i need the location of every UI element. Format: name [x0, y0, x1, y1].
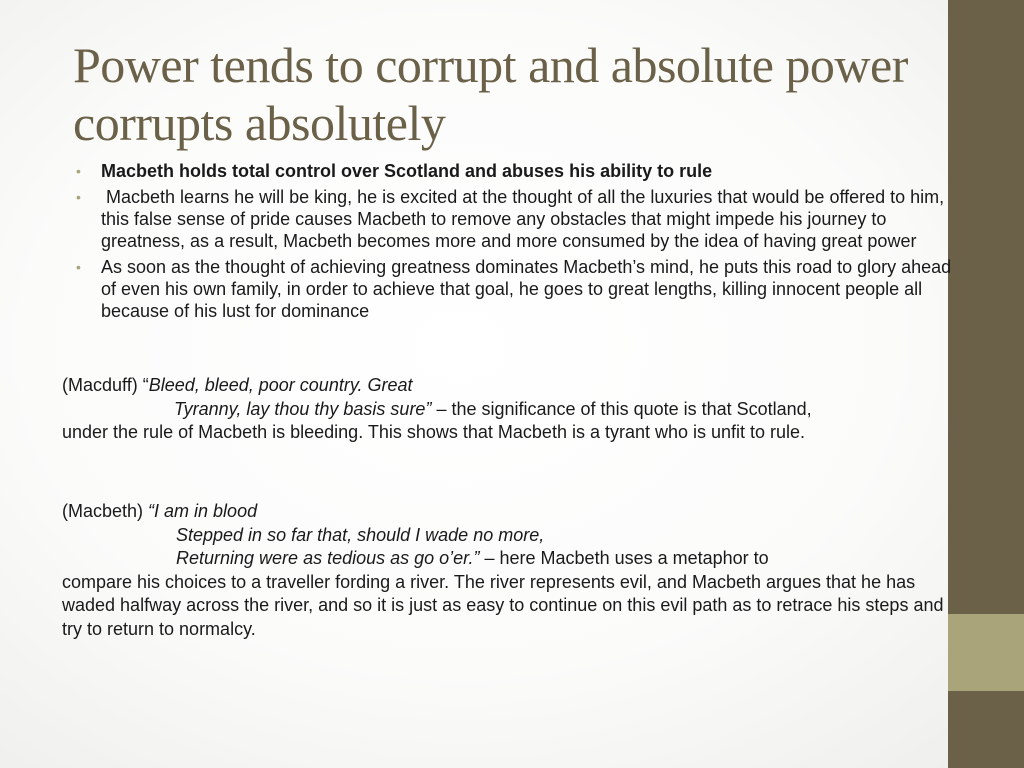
- quote-third-line: [62, 547, 962, 571]
- macduff-quote-paragraph: [62, 374, 962, 445]
- bullet-item: [73, 160, 953, 182]
- quote-commentary-rest: compare his choices to a traveller fording a river. The river represents evil, and Macbeth argues that he has waded halfway across the river, and so it is just as easy to continue on this evil path as to retrace his steps and try to return to normalcy.: [62, 571, 944, 639]
- quote-speaker: (Macbeth): [62, 501, 149, 521]
- quote-speaker: (Macduff) “: [62, 375, 149, 395]
- bullet-dot-icon: •: [76, 259, 81, 275]
- quote-text: “I am in blood: [148, 501, 258, 521]
- bullet-item: [73, 186, 953, 252]
- quote-text: Bleed, bleed, poor country. Great: [148, 375, 413, 395]
- quote-commentary: – here Macbeth uses a metaphor to: [479, 548, 769, 568]
- quote-text: Stepped in so far that, should I wade no more,: [176, 524, 545, 545]
- quote-first-line: [62, 500, 962, 524]
- quote-second-line: [62, 524, 962, 548]
- bullet-item: [73, 256, 953, 322]
- bullet-list: [73, 160, 953, 326]
- bullet-dot-icon: •: [76, 189, 81, 205]
- quote-text: Returning were as tedious as go o’er.”: [176, 548, 480, 568]
- quote-first-line: [62, 374, 962, 398]
- macbeth-quote-paragraph: [62, 500, 962, 641]
- bullet-text: Macbeth learns he will be king, he is excited at the thought of all the luxuries that would be offered to him, this false sense of pride causes Macbeth to remove any obstacles that might impede his journey to greatness, as a result, Macbeth becomes more and more consumed by the idea of having great power: [101, 187, 950, 251]
- quote-commentary: – the significance of this quote is that Scotland,: [431, 398, 812, 419]
- bullet-text: Macbeth holds total control over Scotland and abuses his ability to rule: [101, 161, 713, 181]
- slide-title: Power tends to corrupt and absolute power corrupts absolutely: [73, 37, 908, 151]
- quote-commentary-rest: under the rule of Macbeth is bleeding. This shows that Macbeth is a tyrant who is unfit to rule.: [62, 422, 806, 442]
- quote-second-line: [62, 398, 962, 422]
- bullet-text: As soon as the thought of achieving greatness dominates Macbeth’s mind, he puts this road to glory ahead of even his own family, in order to achieve that goal, he goes to great lengths, killing innocent people all because of his lust for dominance: [101, 257, 952, 321]
- bullet-dot-icon: •: [76, 163, 81, 179]
- quote-text: Tyranny, lay thou thy basis sure”: [174, 398, 432, 419]
